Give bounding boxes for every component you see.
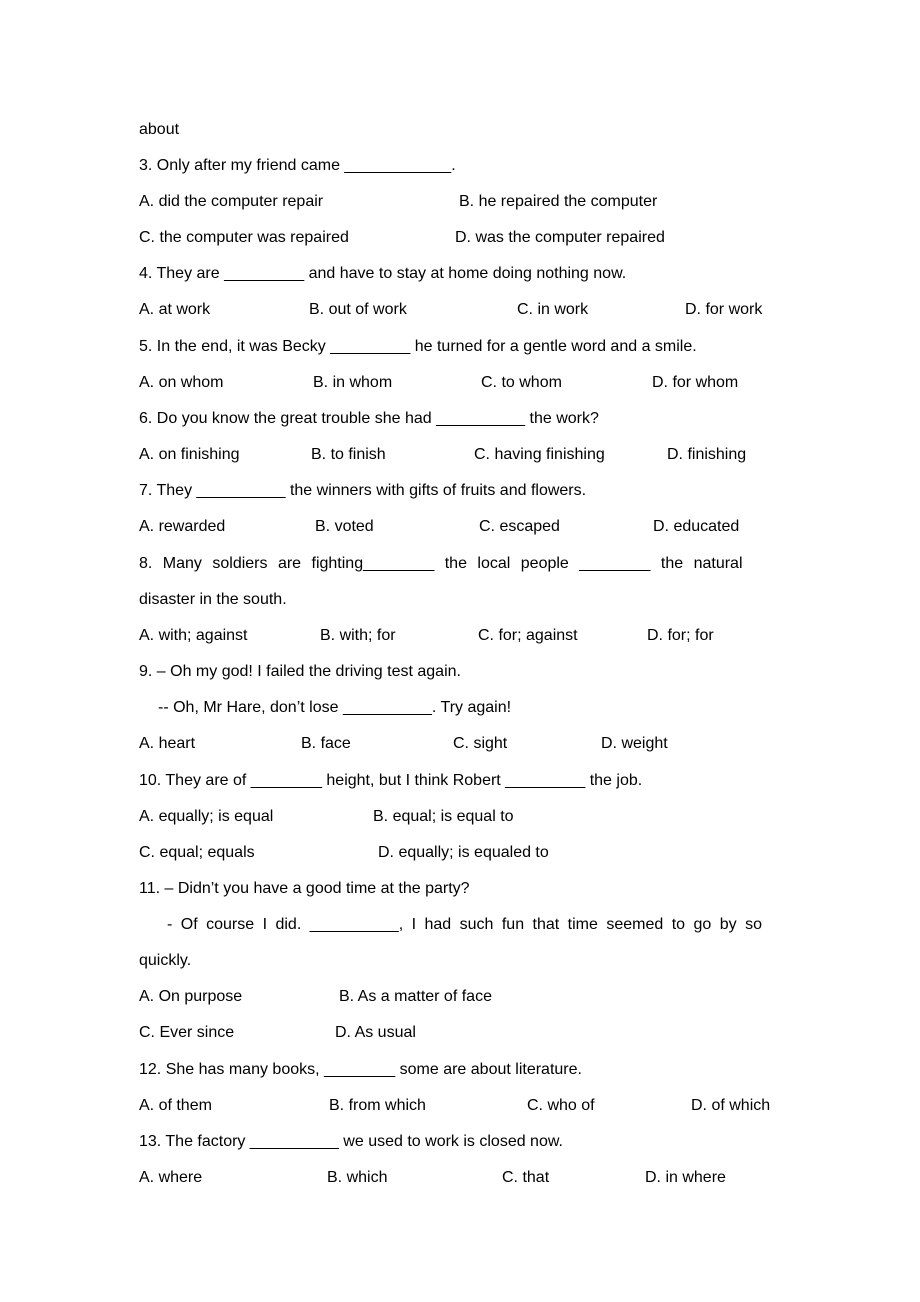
option-c: C. sight — [453, 735, 508, 752]
text-line: about — [139, 121, 180, 138]
question-13: 13. The factory __________ we used to work is closed now. — [139, 1133, 563, 1150]
option-c: C. the computer was repaired — [139, 229, 349, 246]
option-b: B. out of work — [309, 301, 407, 318]
dialogue-line: - Of course I did. __________, I had such fun that time seemed to go by so — [167, 916, 762, 933]
option-d: D. equally; is equaled to — [378, 844, 549, 861]
option-a: A. on whom — [139, 374, 224, 391]
question-4: 4. They are _________ and have to stay at home doing nothing now. — [139, 265, 627, 282]
question-8: 8. Many soldiers are fighting________ the local people ________ the natural — [139, 555, 743, 572]
option-d: D. for work — [685, 301, 763, 318]
option-a: A. of them — [139, 1097, 212, 1114]
text-line: quickly. — [139, 952, 192, 969]
option-c: C. who of — [527, 1097, 595, 1114]
option-a: A. On purpose — [139, 988, 243, 1005]
question-7: 7. They __________ the winners with gifts of fruits and flowers. — [139, 482, 587, 499]
option-a: A. rewarded — [139, 518, 226, 535]
option-c: C. to whom — [481, 374, 562, 391]
question-5: 5. In the end, it was Becky _________ he turned for a gentle word and a smile. — [139, 338, 697, 355]
option-c: C. in work — [517, 301, 589, 318]
text-line: disaster in the south. — [139, 591, 287, 608]
option-b: B. with; for — [320, 627, 396, 644]
option-c: C. equal; equals — [139, 844, 255, 861]
option-d: D. of which — [691, 1097, 771, 1114]
option-b: B. which — [327, 1169, 388, 1186]
option-b: B. to finish — [311, 446, 386, 463]
option-d: D. weight — [601, 735, 668, 752]
option-d: D. for; for — [647, 627, 714, 644]
option-b: B. face — [301, 735, 351, 752]
question-11: 11. – Didn’t you have a good time at the party? — [139, 880, 470, 897]
option-d: D. for whom — [652, 374, 739, 391]
option-b: B. in whom — [313, 374, 393, 391]
question-12: 12. She has many books, ________ some are about literature. — [139, 1061, 582, 1078]
option-d: D. was the computer repaired — [455, 229, 665, 246]
option-c: C. escaped — [479, 518, 560, 535]
option-a: A. on finishing — [139, 446, 240, 463]
option-c: C. having finishing — [474, 446, 605, 463]
question-6: 6. Do you know the great trouble she had __________ the work? — [139, 410, 599, 427]
option-a: A. heart — [139, 735, 196, 752]
option-d: D. As usual — [335, 1024, 416, 1041]
option-a: A. at work — [139, 301, 211, 318]
option-c: C. that — [502, 1169, 550, 1186]
question-3: 3. Only after my friend came ____________. — [139, 157, 456, 174]
option-d: D. finishing — [667, 446, 747, 463]
option-b: B. from which — [329, 1097, 426, 1114]
dialogue-line: -- Oh, Mr Hare, don’t lose __________. Try again! — [158, 699, 512, 716]
option-a: A. where — [139, 1169, 203, 1186]
option-c: C. Ever since — [139, 1024, 235, 1041]
option-c: C. for; against — [478, 627, 578, 644]
option-b: B. voted — [315, 518, 374, 535]
option-a: A. with; against — [139, 627, 248, 644]
option-b: B. equal; is equal to — [373, 808, 514, 825]
question-10: 10. They are of ________ height, but I think Robert _________ the job. — [139, 772, 643, 789]
question-9: 9. – Oh my god! I failed the driving test again. — [139, 663, 461, 680]
option-b: B. he repaired the computer — [459, 193, 658, 210]
option-d: D. in where — [645, 1169, 726, 1186]
option-b: B. As a matter of face — [339, 988, 492, 1005]
option-a: A. equally; is equal — [139, 808, 274, 825]
option-d: D. educated — [653, 518, 740, 535]
option-a: A. did the computer repair — [139, 193, 324, 210]
